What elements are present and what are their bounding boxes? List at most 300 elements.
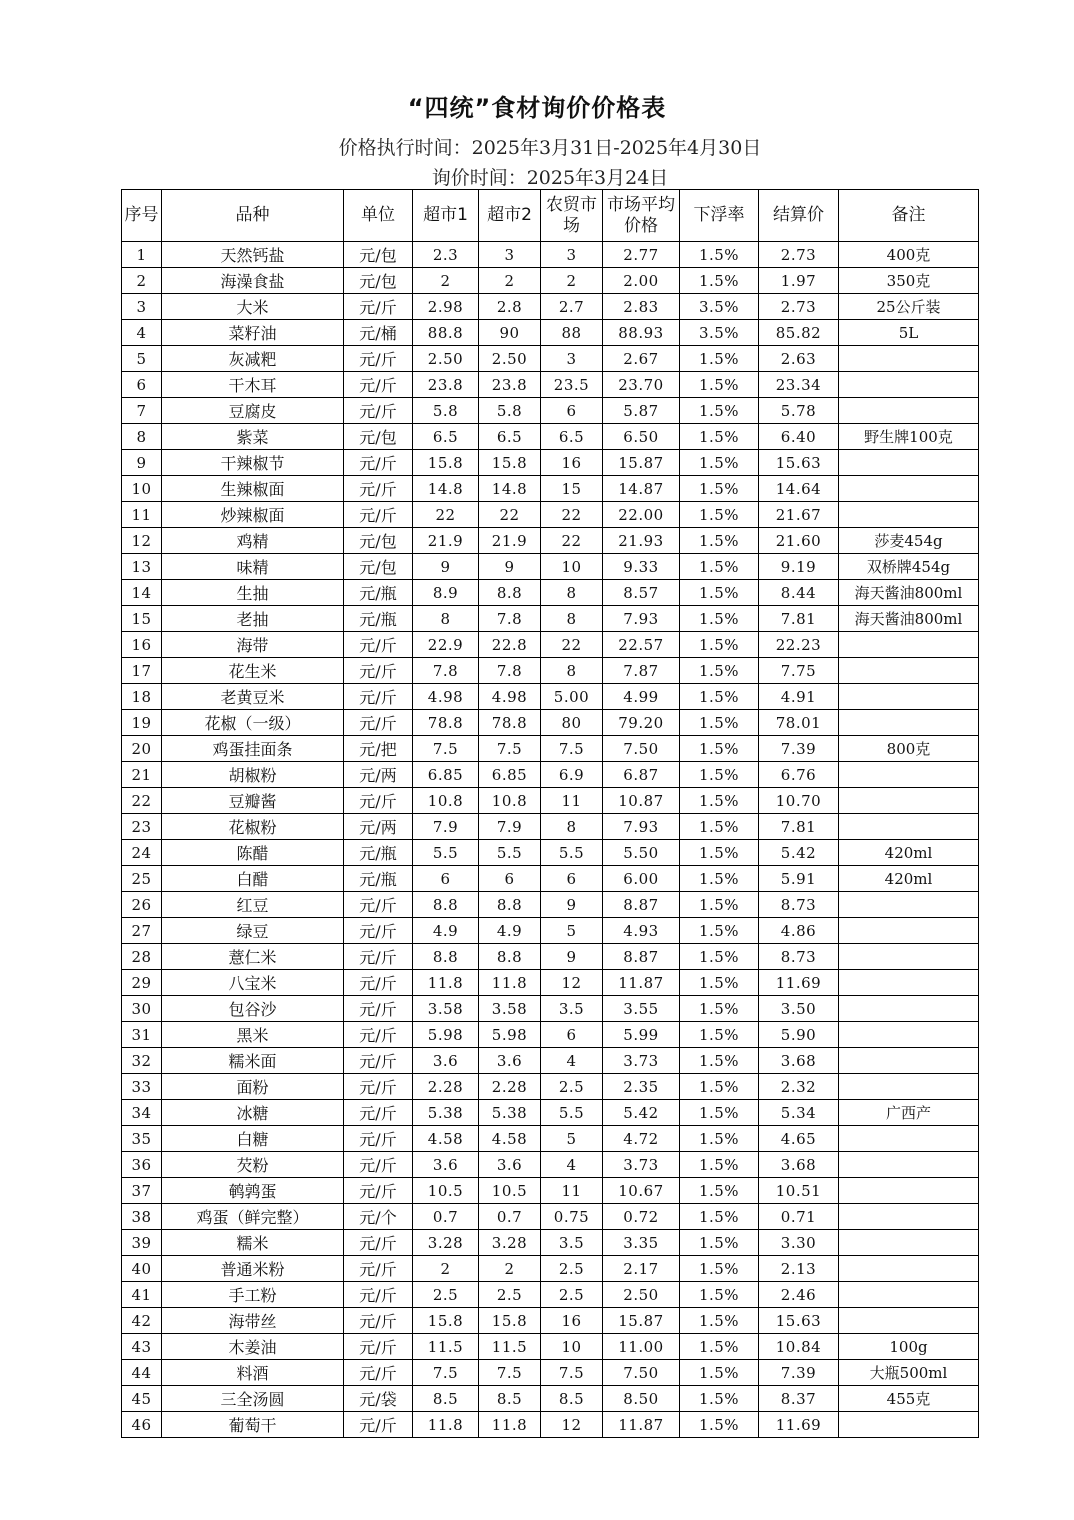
cell-item: 鸡蛋（鲜完整） [162,1204,344,1230]
cell-discount-rate: 1.5% [680,268,759,294]
cell-item: 八宝米 [162,970,344,996]
cell-supermarket-1: 0.7 [413,1204,479,1230]
cell-settlement-price: 10.84 [759,1334,839,1360]
cell-remarks: 350克 [839,268,979,294]
cell-supermarket-2: 4.58 [479,1126,541,1152]
cell-settlement-price: 10.70 [759,788,839,814]
cell-remarks [839,970,979,996]
cell-index: 19 [122,710,162,736]
cell-supermarket-1: 15.8 [413,450,479,476]
cell-farmers-market: 2.7 [541,294,603,320]
cell-unit: 元/桶 [344,320,413,346]
cell-index: 26 [122,892,162,918]
cell-index: 40 [122,1256,162,1282]
cell-average-price: 11.87 [603,1412,680,1438]
cell-item: 海澡食盐 [162,268,344,294]
table-row [122,1360,979,1386]
cell-supermarket-2: 8.8 [479,580,541,606]
cell-discount-rate: 1.5% [680,1022,759,1048]
cell-remarks [839,1230,979,1256]
cell-item: 木姜油 [162,1334,344,1360]
cell-remarks: 420ml [839,866,979,892]
cell-settlement-price: 7.81 [759,606,839,632]
cell-average-price: 10.67 [603,1178,680,1204]
cell-settlement-price: 5.90 [759,1022,839,1048]
table-row [122,814,979,840]
cell-settlement-price: 5.91 [759,866,839,892]
cell-farmers-market: 0.75 [541,1204,603,1230]
cell-item: 海带 [162,632,344,658]
cell-discount-rate: 1.5% [680,1282,759,1308]
cell-index: 30 [122,996,162,1022]
cell-unit: 元/斤 [344,1022,413,1048]
cell-farmers-market: 10 [541,554,603,580]
cell-remarks [839,1152,979,1178]
cell-settlement-price: 7.39 [759,1360,839,1386]
cell-remarks: 海天酱油800ml [839,606,979,632]
cell-farmers-market: 5 [541,1126,603,1152]
table-row [122,580,979,606]
cell-settlement-price: 6.40 [759,424,839,450]
table-row [122,944,979,970]
cell-farmers-market: 22 [541,632,603,658]
cell-remarks: 野生牌100克 [839,424,979,450]
cell-index: 13 [122,554,162,580]
cell-index: 36 [122,1152,162,1178]
cell-supermarket-1: 8.8 [413,944,479,970]
cell-farmers-market: 8 [541,658,603,684]
cell-average-price: 3.55 [603,996,680,1022]
cell-discount-rate: 1.5% [680,632,759,658]
table-row [122,1074,979,1100]
cell-supermarket-1: 9 [413,554,479,580]
cell-settlement-price: 10.51 [759,1178,839,1204]
cell-index: 11 [122,502,162,528]
header-discount-rate: 下浮率 [680,190,759,242]
cell-remarks: 25公斤装 [839,294,979,320]
cell-remarks [839,1256,979,1282]
cell-discount-rate: 1.5% [680,372,759,398]
cell-supermarket-1: 4.9 [413,918,479,944]
table-row [122,1022,979,1048]
cell-discount-rate: 1.5% [680,892,759,918]
cell-supermarket-2: 7.5 [479,1360,541,1386]
table-row [122,476,979,502]
cell-index: 25 [122,866,162,892]
cell-supermarket-1: 14.8 [413,476,479,502]
cell-item: 花生米 [162,658,344,684]
table-row [122,970,979,996]
cell-remarks [839,476,979,502]
table-row [122,1334,979,1360]
cell-settlement-price: 15.63 [759,450,839,476]
cell-index: 28 [122,944,162,970]
cell-supermarket-2: 2.50 [479,346,541,372]
cell-farmers-market: 12 [541,1412,603,1438]
cell-supermarket-2: 10.8 [479,788,541,814]
cell-settlement-price: 2.32 [759,1074,839,1100]
cell-farmers-market: 11 [541,1178,603,1204]
cell-settlement-price: 2.13 [759,1256,839,1282]
cell-item: 普通米粉 [162,1256,344,1282]
cell-settlement-price: 8.73 [759,892,839,918]
table-row [122,1282,979,1308]
cell-settlement-price: 5.78 [759,398,839,424]
cell-discount-rate: 1.5% [680,1256,759,1282]
cell-unit: 元/两 [344,814,413,840]
cell-item: 豆腐皮 [162,398,344,424]
cell-item: 三全汤圆 [162,1386,344,1412]
cell-discount-rate: 1.5% [680,996,759,1022]
cell-supermarket-2: 3.58 [479,996,541,1022]
cell-item: 黑米 [162,1022,344,1048]
table-row [122,996,979,1022]
cell-supermarket-2: 3.6 [479,1152,541,1178]
cell-supermarket-2: 6 [479,866,541,892]
cell-item: 鸡蛋挂面条 [162,736,344,762]
cell-supermarket-1: 3.6 [413,1152,479,1178]
cell-average-price: 15.87 [603,1308,680,1334]
table-row [122,242,979,268]
cell-index: 24 [122,840,162,866]
table-row [122,1308,979,1334]
cell-unit: 元/斤 [344,892,413,918]
cell-discount-rate: 1.5% [680,1178,759,1204]
cell-discount-rate: 1.5% [680,814,759,840]
cell-remarks: 莎麦454g [839,528,979,554]
cell-unit: 元/瓶 [344,606,413,632]
cell-average-price: 7.93 [603,606,680,632]
table-row [122,528,979,554]
cell-average-price: 2.67 [603,346,680,372]
cell-item: 面粉 [162,1074,344,1100]
cell-supermarket-1: 88.8 [413,320,479,346]
cell-average-price: 22.00 [603,502,680,528]
cell-settlement-price: 8.44 [759,580,839,606]
cell-discount-rate: 1.5% [680,918,759,944]
cell-supermarket-2: 2.5 [479,1282,541,1308]
cell-unit: 元/斤 [344,658,413,684]
cell-item: 炒辣椒面 [162,502,344,528]
cell-item: 陈醋 [162,840,344,866]
cell-supermarket-1: 5.38 [413,1100,479,1126]
table-row [122,684,979,710]
cell-average-price: 7.50 [603,736,680,762]
header-unit: 单位 [344,190,413,242]
cell-index: 45 [122,1386,162,1412]
cell-unit: 元/斤 [344,1126,413,1152]
cell-item: 灰减粑 [162,346,344,372]
table-row [122,320,979,346]
cell-farmers-market: 16 [541,450,603,476]
cell-supermarket-1: 78.8 [413,710,479,736]
cell-average-price: 3.73 [603,1048,680,1074]
cell-discount-rate: 1.5% [680,502,759,528]
cell-remarks [839,1178,979,1204]
cell-unit: 元/斤 [344,1178,413,1204]
cell-remarks [839,502,979,528]
cell-index: 44 [122,1360,162,1386]
table-row [122,450,979,476]
cell-settlement-price: 2.63 [759,346,839,372]
cell-average-price: 7.87 [603,658,680,684]
cell-supermarket-2: 23.8 [479,372,541,398]
table-row [122,710,979,736]
cell-average-price: 2.35 [603,1074,680,1100]
cell-item: 包谷沙 [162,996,344,1022]
cell-unit: 元/斤 [344,970,413,996]
cell-index: 33 [122,1074,162,1100]
cell-supermarket-2: 2 [479,1256,541,1282]
cell-index: 14 [122,580,162,606]
cell-farmers-market: 3 [541,242,603,268]
cell-index: 10 [122,476,162,502]
cell-index: 23 [122,814,162,840]
cell-farmers-market: 5 [541,918,603,944]
cell-item: 芡粉 [162,1152,344,1178]
cell-index: 18 [122,684,162,710]
cell-discount-rate: 1.5% [680,1100,759,1126]
cell-average-price: 5.87 [603,398,680,424]
cell-index: 17 [122,658,162,684]
cell-average-price: 11.87 [603,970,680,996]
cell-index: 2 [122,268,162,294]
cell-average-price: 5.99 [603,1022,680,1048]
cell-discount-rate: 1.5% [680,1152,759,1178]
cell-settlement-price: 7.81 [759,814,839,840]
cell-average-price: 7.50 [603,1360,680,1386]
cell-settlement-price: 21.67 [759,502,839,528]
cell-supermarket-1: 8.9 [413,580,479,606]
cell-remarks [839,346,979,372]
cell-supermarket-2: 11.5 [479,1334,541,1360]
cell-discount-rate: 1.5% [680,1204,759,1230]
cell-unit: 元/包 [344,268,413,294]
cell-remarks: 海天酱油800ml [839,580,979,606]
cell-index: 41 [122,1282,162,1308]
table-row [122,1152,979,1178]
header-supermarket-1: 超市1 [413,190,479,242]
cell-supermarket-2: 5.8 [479,398,541,424]
header-index: 序号 [122,190,162,242]
cell-settlement-price: 3.68 [759,1152,839,1178]
cell-average-price: 23.70 [603,372,680,398]
cell-discount-rate: 1.5% [680,1412,759,1438]
cell-discount-rate: 1.5% [680,1126,759,1152]
cell-index: 37 [122,1178,162,1204]
cell-unit: 元/两 [344,762,413,788]
cell-farmers-market: 12 [541,970,603,996]
cell-index: 21 [122,762,162,788]
cell-item: 手工粉 [162,1282,344,1308]
cell-index: 29 [122,970,162,996]
cell-supermarket-2: 15.8 [479,450,541,476]
cell-supermarket-2: 4.98 [479,684,541,710]
cell-average-price: 4.93 [603,918,680,944]
cell-item: 料酒 [162,1360,344,1386]
cell-item: 老黄豆米 [162,684,344,710]
cell-average-price: 4.72 [603,1126,680,1152]
cell-remarks [839,918,979,944]
cell-discount-rate: 1.5% [680,398,759,424]
cell-farmers-market: 5.5 [541,840,603,866]
cell-remarks: 广西产 [839,1100,979,1126]
cell-supermarket-2: 9 [479,554,541,580]
cell-remarks [839,1048,979,1074]
cell-unit: 元/斤 [344,684,413,710]
price-table [121,189,979,1438]
cell-farmers-market: 2.5 [541,1256,603,1282]
cell-item: 糯米 [162,1230,344,1256]
cell-average-price: 5.50 [603,840,680,866]
cell-supermarket-1: 2.98 [413,294,479,320]
cell-unit: 元/斤 [344,944,413,970]
cell-index: 46 [122,1412,162,1438]
cell-index: 32 [122,1048,162,1074]
cell-average-price: 10.87 [603,788,680,814]
cell-item: 花椒（一级） [162,710,344,736]
cell-unit: 元/斤 [344,1282,413,1308]
cell-supermarket-1: 8.8 [413,892,479,918]
cell-farmers-market: 3.5 [541,996,603,1022]
cell-supermarket-1: 10.5 [413,1178,479,1204]
cell-settlement-price: 22.23 [759,632,839,658]
cell-unit: 元/斤 [344,1152,413,1178]
cell-discount-rate: 1.5% [680,450,759,476]
cell-item: 菜籽油 [162,320,344,346]
cell-supermarket-1: 2 [413,268,479,294]
cell-unit: 元/斤 [344,372,413,398]
cell-index: 27 [122,918,162,944]
cell-discount-rate: 3.5% [680,294,759,320]
table-row [122,502,979,528]
cell-supermarket-1: 7.8 [413,658,479,684]
cell-supermarket-1: 4.98 [413,684,479,710]
cell-supermarket-1: 11.8 [413,1412,479,1438]
cell-unit: 元/瓶 [344,866,413,892]
cell-farmers-market: 7.5 [541,1360,603,1386]
cell-supermarket-1: 6 [413,866,479,892]
cell-remarks [839,1282,979,1308]
cell-supermarket-1: 5.5 [413,840,479,866]
cell-average-price: 8.87 [603,892,680,918]
cell-unit: 元/斤 [344,1230,413,1256]
header-farmers-market: 农贸市场 [541,190,603,242]
cell-farmers-market: 8 [541,580,603,606]
cell-supermarket-1: 23.8 [413,372,479,398]
cell-discount-rate: 1.5% [680,1334,759,1360]
cell-discount-rate: 1.5% [680,580,759,606]
cell-remarks [839,996,979,1022]
table-row [122,606,979,632]
cell-supermarket-2: 7.9 [479,814,541,840]
cell-item: 干木耳 [162,372,344,398]
cell-settlement-price: 3.30 [759,1230,839,1256]
table-row [122,424,979,450]
cell-supermarket-2: 5.5 [479,840,541,866]
table-row [122,294,979,320]
cell-item: 绿豆 [162,918,344,944]
cell-remarks [839,788,979,814]
cell-unit: 元/包 [344,554,413,580]
table-row [122,1412,979,1438]
cell-settlement-price: 8.73 [759,944,839,970]
cell-average-price: 6.87 [603,762,680,788]
page-title: “四统”食材询价价格表 [407,94,667,122]
cell-average-price: 2.17 [603,1256,680,1282]
cell-remarks: 双桥牌454g [839,554,979,580]
cell-supermarket-1: 11.8 [413,970,479,996]
cell-farmers-market: 4 [541,1152,603,1178]
cell-average-price: 6.00 [603,866,680,892]
cell-remarks [839,814,979,840]
cell-supermarket-2: 2 [479,268,541,294]
cell-average-price: 6.50 [603,424,680,450]
cell-discount-rate: 1.5% [680,684,759,710]
cell-settlement-price: 4.86 [759,918,839,944]
cell-unit: 元/包 [344,424,413,450]
cell-item: 冰糖 [162,1100,344,1126]
cell-index: 34 [122,1100,162,1126]
cell-remarks [839,632,979,658]
cell-item: 味精 [162,554,344,580]
cell-supermarket-1: 3.6 [413,1048,479,1074]
cell-remarks [839,658,979,684]
cell-unit: 元/斤 [344,632,413,658]
cell-discount-rate: 1.5% [680,788,759,814]
cell-unit: 元/斤 [344,294,413,320]
cell-settlement-price: 14.64 [759,476,839,502]
cell-supermarket-1: 22.9 [413,632,479,658]
cell-supermarket-2: 0.7 [479,1204,541,1230]
cell-item: 白糖 [162,1126,344,1152]
cell-discount-rate: 1.5% [680,1230,759,1256]
cell-unit: 元/斤 [344,346,413,372]
cell-index: 1 [122,242,162,268]
cell-supermarket-2: 8.8 [479,892,541,918]
cell-item: 白醋 [162,866,344,892]
cell-settlement-price: 0.71 [759,1204,839,1230]
cell-farmers-market: 8 [541,606,603,632]
table-row [122,632,979,658]
cell-average-price: 9.33 [603,554,680,580]
cell-index: 22 [122,788,162,814]
cell-supermarket-2: 7.8 [479,658,541,684]
cell-item: 大米 [162,294,344,320]
table-header-row [122,190,979,242]
table-row [122,554,979,580]
cell-remarks [839,684,979,710]
cell-discount-rate: 1.5% [680,242,759,268]
table-row [122,1178,979,1204]
cell-farmers-market: 16 [541,1308,603,1334]
cell-average-price: 0.72 [603,1204,680,1230]
cell-supermarket-1: 7.5 [413,1360,479,1386]
cell-unit: 元/瓶 [344,580,413,606]
cell-index: 38 [122,1204,162,1230]
cell-discount-rate: 1.5% [680,840,759,866]
cell-item: 干辣椒节 [162,450,344,476]
cell-index: 39 [122,1230,162,1256]
cell-item: 鹌鹑蛋 [162,1178,344,1204]
cell-farmers-market: 5.5 [541,1100,603,1126]
cell-supermarket-2: 8.5 [479,1386,541,1412]
cell-index: 5 [122,346,162,372]
cell-discount-rate: 1.5% [680,970,759,996]
cell-supermarket-1: 2 [413,1256,479,1282]
cell-item: 葡萄干 [162,1412,344,1438]
cell-farmers-market: 11 [541,788,603,814]
